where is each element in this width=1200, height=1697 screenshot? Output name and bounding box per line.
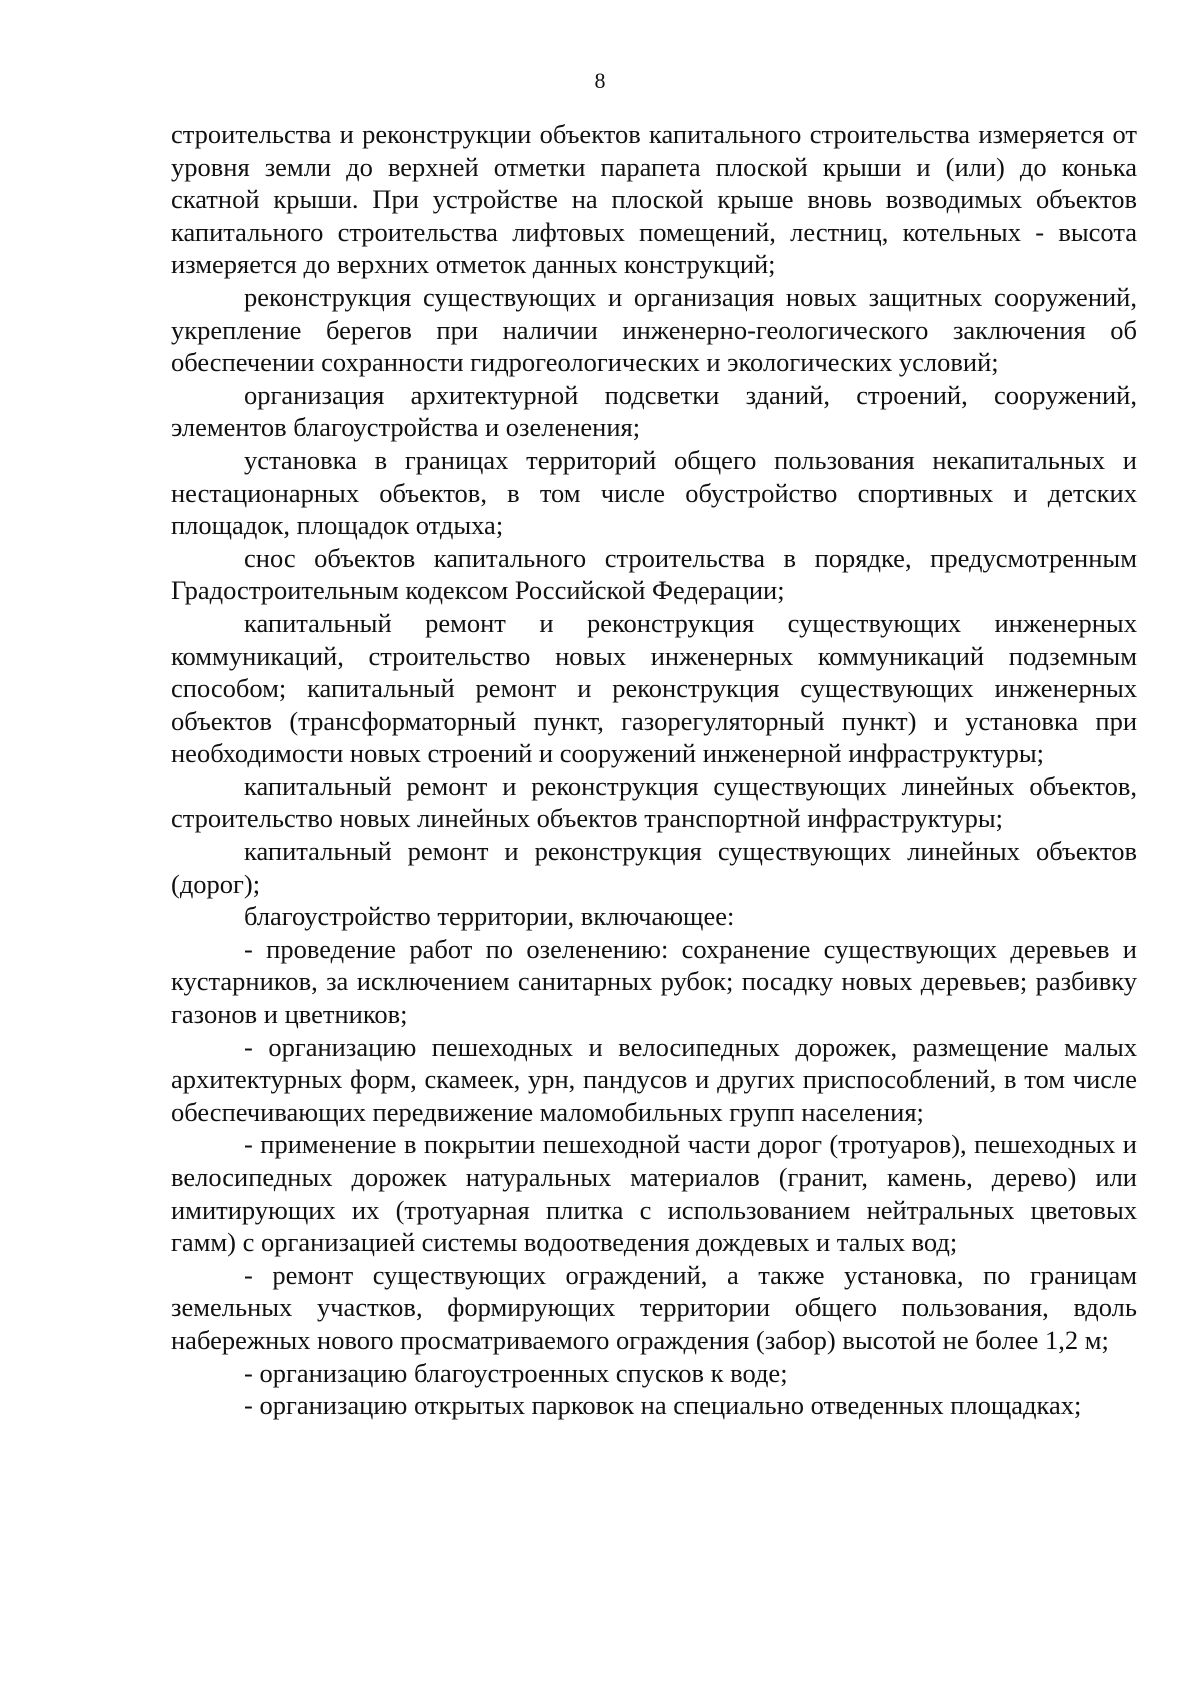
paragraph-roads-repair: капитальный ремонт и реконструкция существующих линейных объектов (дорог); [171,836,1137,899]
list-item-greening: - проведение работ по озеленению: сохранение существующих деревьев и кустарников, за исключением санитарных рубок; посадку новых деревьев; разбивку газонов и цветников; [171,933,1137,1030]
paragraph-non-capital-objects: установка в границах территорий общего пользования некапитальных и нестационарных объектов, в том числе обустройство спортивных и детских площадок, площадок отдыха; [171,444,1137,541]
list-item-paths: - организацию пешеходных и велосипедных дорожек, размещение малых архитектурных форм, скамеек, урн, пандусов и других приспособлений, в том числе обеспечивающих передвижение маломобильных групп населения; [171,1031,1137,1127]
paragraph-architectural-lighting: организация архитектурной подсветки зданий, строений, сооружений, элементов благоустройства и озеленения; [171,379,1137,443]
paragraph-landscaping-heading: благоустройство территории, включающее: [244,901,735,932]
paragraph-linear-objects: капитальный ремонт и реконструкция существующих линейных объектов, строительство новых линейных объектов транспортной инфраструктуры; [171,770,1137,834]
document-body [171,118,1137,1422]
list-item-parking: - организацию открытых парковок на специально отведенных площадках; [244,1390,1082,1421]
paragraph-protective-structures: реконструкция существующих и организация новых защитных сооружений, укрепление берегов при наличии инженерно-геологического заключения об обеспечении сохранности гидрогеологических и экологических условий; [171,281,1137,378]
paragraph-continuation: строительства и реконструкции объектов капитального строительства измеряется от уровня земли до верхней отметки парапета плоской крыши и (или) до конька скатной крыши. При устройстве на плоской крыше вновь возводимых объектов капитального строительства лифтовых помещений, лестниц, котельных - высота измеряется до верхних отметок данных конструкций; [171,119,1137,280]
list-item-water-descents: - организацию благоустроенных спусков к воде; [244,1357,788,1388]
list-item-paving: - применение в покрытии пешеходной части дорог (тротуаров), пешеходных и велосипедных дорожек натуральных материалов (гранит, камень, дерево) или имитирующих их (тротуарная плитка с использованием нейтральных цветовых гамм) с организацией системы водоотведения дождевых и талых вод; [171,1129,1137,1258]
paragraph-demolition: снос объектов капитального строительства в порядке, предусмотренным Градостроительным кодексом Российской Федерации; [171,542,1137,606]
list-item-fences: - ремонт существующих ограждений, а также установка, по границам земельных участков, формирующих территории общего пользования, вдоль набережных нового просматриваемого ограждения (забор) высотой не более 1,2 м; [171,1259,1137,1355]
page-number: 8 [594,68,606,93]
paragraph-engineering-communications: капитальный ремонт и реконструкция существующих инженерных коммуникаций, строительство новых инженерных коммуникаций подземным способом; капитальный ремонт и реконструкция существующих инженерных объектов (трансформаторный пункт, газорегуляторный пункт) и установка при необходимости новых строений и сооружений инженерной инфраструктуры; [171,607,1137,769]
